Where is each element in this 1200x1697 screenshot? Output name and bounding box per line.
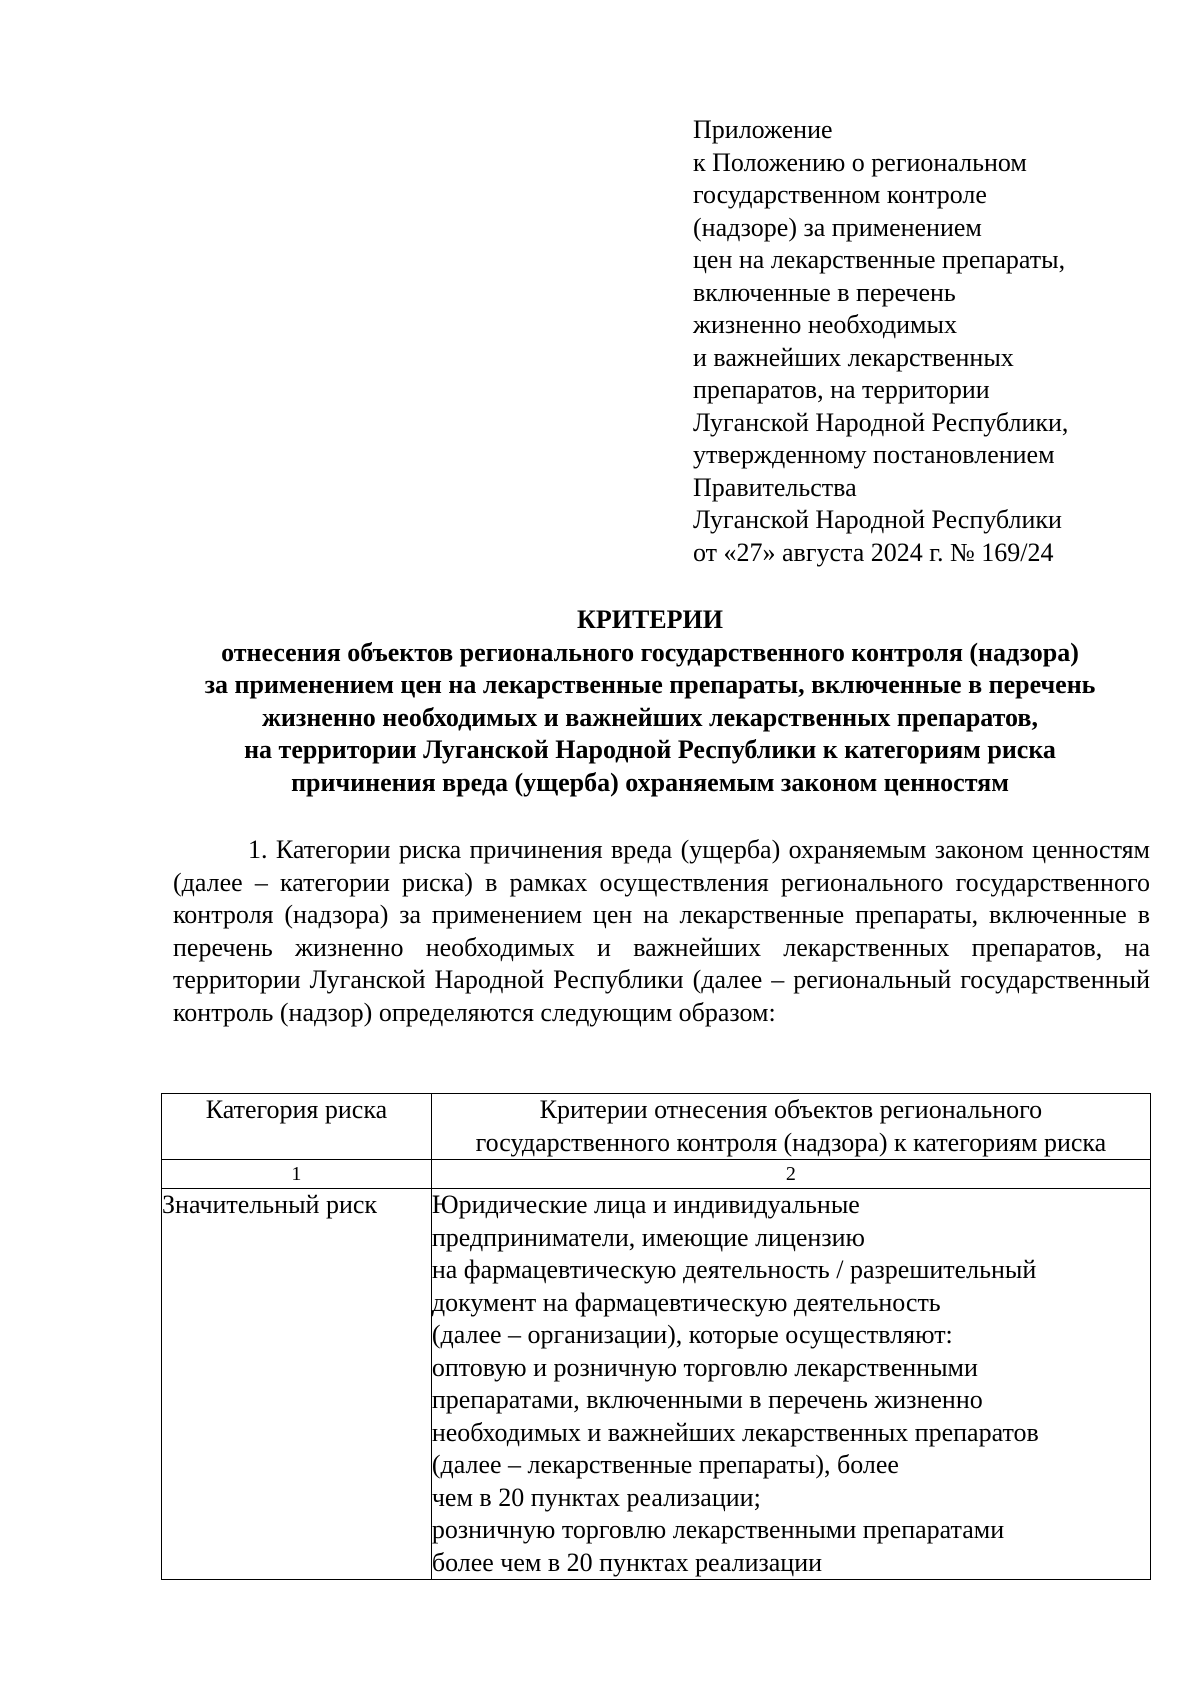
title-line: причинения вреда (ущерба) охраняемым законом ценностям <box>291 767 1009 797</box>
header-criteria <box>431 1094 1150 1160</box>
title-heading: КРИТЕРИИ <box>577 605 723 634</box>
appendix-block <box>693 114 1068 569</box>
appendix-line: государственном контроле <box>693 180 987 209</box>
column-number-1: 1 <box>162 1160 432 1189</box>
header-criteria-line: государственного контроля (надзора) к категориям риска <box>475 1127 1107 1157</box>
appendix-line: жизненно необходимых <box>693 310 957 339</box>
title-line: на территории Луганской Народной Республики к категориям риска <box>244 735 1056 764</box>
appendix-line: включенные в перечень <box>693 277 956 307</box>
header-category: Категория риска <box>162 1094 432 1160</box>
appendix-line: и важнейших лекарственных <box>693 342 1014 372</box>
appendix-line: Правительства <box>693 472 857 502</box>
criteria-line: документ на фармацевтическую деятельность <box>431 1287 941 1317</box>
criteria-line: Юридические лица и индивидуальные <box>431 1190 860 1219</box>
criteria-line: (далее – лекарственные препараты), более <box>431 1450 899 1479</box>
criteria-line: необходимых и важнейших лекарственных препаратов <box>431 1417 1039 1447</box>
criteria-line: оптовую и розничную торговлю лекарственными <box>431 1352 978 1382</box>
table-number-row <box>162 1160 1151 1189</box>
column-number-2: 2 <box>431 1160 1150 1189</box>
appendix-line: от «27» августа 2024 г. № 169/24 <box>693 537 1054 567</box>
paragraph-1: 1. Категории риска причинения вреда (ущерба) охраняемым законом ценностям (далее – категории риска) в рамках осуществления регионального государственного контроля (надзора) за применением цен на лекарственные препараты, включенные в перечень жизненно необходимых и важнейших лекарственных препаратов, на территории Луганской Народной Республики (далее – региональный государственный контроль (надзор) определяются следующим образом: <box>173 835 1150 1027</box>
criteria-line: розничную торговлю лекарственными препаратами <box>431 1515 1005 1544</box>
table-row <box>162 1189 1151 1580</box>
table-header-row <box>162 1094 1151 1160</box>
criteria-line: более чем в 20 пунктах реализации <box>431 1547 823 1577</box>
criteria-line: препаратами, включенными в перечень жизненно <box>431 1385 983 1414</box>
appendix-line: к Положению о региональном <box>693 147 1027 177</box>
appendix-line: препаратов, на территории <box>693 375 990 404</box>
criteria-line: предприниматели, имеющие лицензию <box>431 1222 865 1252</box>
appendix-line: Приложение <box>693 115 833 144</box>
risk-criteria-table <box>161 1093 1151 1580</box>
criteria-line: (далее – организации), которые осуществляют: <box>431 1320 953 1349</box>
title-line: отнесения объектов регионального государственного контроля (надзора) <box>221 637 1079 667</box>
appendix-line: (надзоре) за применением <box>693 212 982 242</box>
criteria-cell <box>431 1189 1150 1580</box>
title-line: жизненно необходимых и важнейших лекарственных препаратов, <box>262 702 1038 732</box>
criteria-line: на фармацевтическую деятельность / разрешительный <box>431 1255 1037 1284</box>
appendix-line: цен на лекарственные препараты, <box>693 245 1066 274</box>
appendix-line: утвержденному постановлением <box>693 440 1055 469</box>
category-cell: Значительный риск <box>162 1189 432 1580</box>
title-line: за применением цен на лекарственные препараты, включенные в перечень <box>204 670 1096 699</box>
criteria-line: чем в 20 пунктах реализации; <box>431 1482 761 1512</box>
appendix-line: Луганской Народной Республики, <box>693 407 1069 437</box>
document-title <box>150 604 1150 799</box>
appendix-line: Луганской Народной Республики <box>693 505 1062 534</box>
header-criteria-line: Критерии отнесения объектов регионального <box>539 1095 1043 1124</box>
